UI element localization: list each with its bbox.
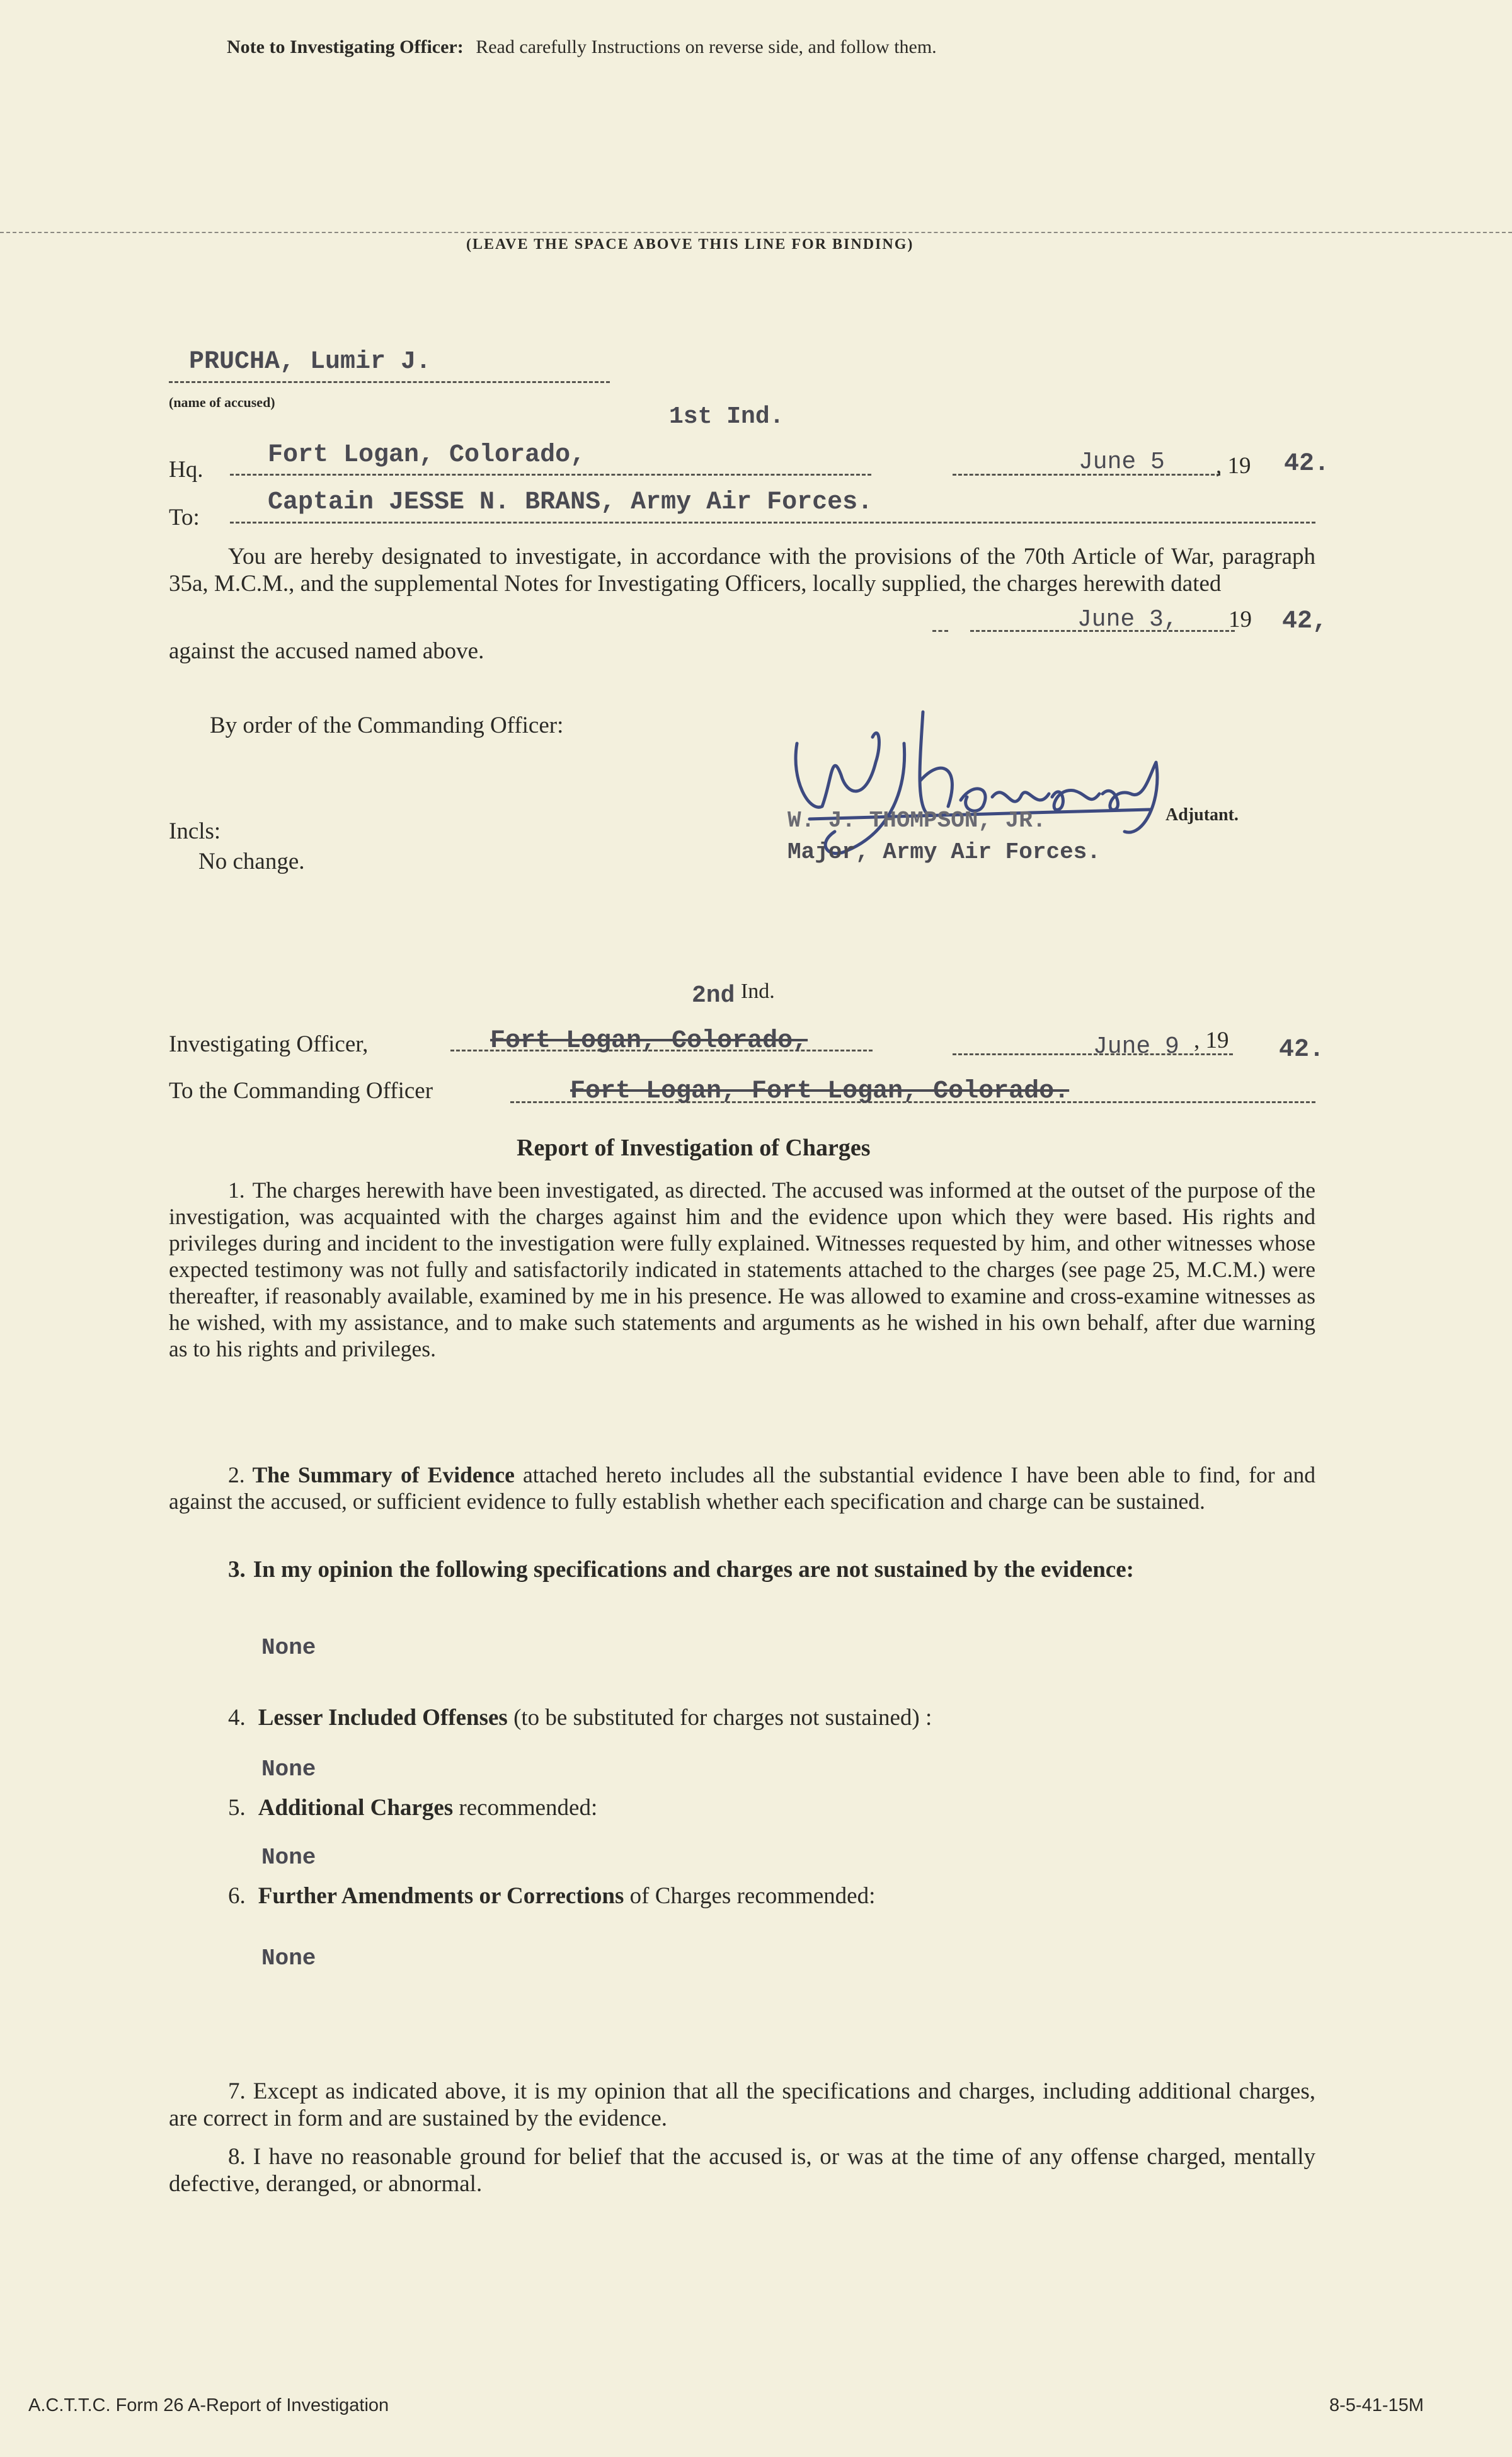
accused-caption: (name of accused) (169, 394, 275, 410)
second-ind-year: 42. (1279, 1036, 1325, 1064)
charges-date-underline (932, 630, 948, 632)
item-7-text: Except as indicated above, it is my opinion that all the specifications and charges, including additional charges, are correct in form and are sustained by the evidence. (169, 2078, 1315, 2131)
first-ind-year: 42. (1284, 450, 1330, 478)
item-8-text: I have no reasonable ground for belief that the accused is, or was at the time of any offense charged, mentally defective, deranged, or abnormal. (169, 2144, 1315, 2197)
second-ind-date: June 9 (1093, 1033, 1179, 1060)
first-ind-heading: 1st Ind. (669, 403, 784, 430)
second-ind-num: 2nd (692, 982, 735, 1009)
top-note-text: Read carefully Instructions on reverse side, and follow them. (476, 37, 937, 57)
second-ind-suffix: Ind. (740, 980, 775, 1003)
charges-date: June 3, (1077, 606, 1178, 633)
item-5-text: recommended: (459, 1795, 598, 1821)
second-ind-year-prefix: , 19 (1194, 1028, 1229, 1053)
item-4 (228, 1704, 932, 1731)
item-1-text: The charges herewith have been investigated, as directed. The accused was informed at the outset of the purpose of the investigation, was acquainted with the charges against him and the evidence upon which they were based. His rights and privileges during and incident to the investigation were fully explained. Witnesses requested by him, and other witnesses whose expected testimony was not fully and satisfactorily indicated in statements attached to the charges (see page 25, M.C.M.) were thereafter, if reasonably available, examined by me in his presence. He was allowed to examine and cross-examine witnesses as he wished, with my assistance, and to make such statements and arguments as he wished in his own behalf, after due warning as to his rights and privileges. (169, 1177, 1315, 1361)
item-2-num: 2. (228, 1462, 245, 1487)
item-4-answer: None (261, 1756, 316, 1782)
to-co-label: To the Commanding Officer (169, 1078, 433, 1104)
hq-label: Hq. (169, 457, 203, 483)
by-order: By order of the Commanding Officer: (210, 713, 564, 738)
signer-name: W. J. THOMPSON, JR. (788, 808, 1046, 833)
item-1 (169, 1177, 1315, 1362)
first-ind-body (169, 543, 1315, 597)
charges-year: 42, (1282, 607, 1328, 636)
item-6-num: 6. (228, 1883, 246, 1909)
item-5-num: 5. (228, 1795, 246, 1821)
item-2-lead: The Summary of Evidence (252, 1462, 515, 1487)
item-6-text: of Charges recommended: (629, 1883, 876, 1909)
item-7-num: 7. (228, 2078, 246, 2104)
incls-label: Incls: (169, 818, 221, 844)
accused-underline (169, 381, 610, 383)
item-6 (228, 1882, 875, 1910)
to-underline (230, 522, 1315, 524)
item-5-lead: Additional Charges (258, 1795, 454, 1821)
item-5-answer: None (261, 1845, 316, 1870)
first-ind-date: June 5 (1079, 449, 1165, 476)
item-4-text: (to be substituted for charges not sustained) : (513, 1705, 932, 1731)
io-label: Investigating Officer, (169, 1031, 369, 1057)
item-3-text: In my opinion the following specifications and charges are not sustained by the evidence: (253, 1557, 1134, 1583)
against-text: against the accused named above. (169, 638, 484, 664)
item-3-num: 3. (228, 1557, 246, 1583)
item-3-answer: None (261, 1635, 316, 1661)
item-7 (169, 2078, 1315, 2132)
item-5 (228, 1794, 597, 1821)
io-value: Fort Logan, Colorado, (490, 1027, 808, 1055)
item-2 (169, 1462, 1315, 1515)
item-6-lead: Further Amendments or Corrections (258, 1883, 624, 1909)
item-8 (169, 2143, 1315, 2197)
item-2-text: attached hereto includes all the substantial evidence I have been able to find, for and against the accused, or sufficient evidence to fully establish whether each specification and charge can be sustained. (169, 1462, 1316, 1514)
binding-note: (LEAVE THE SPACE ABOVE THIS LINE FOR BINDING) (466, 236, 914, 253)
accused-name: PRUCHA, Lumir J. (189, 348, 432, 376)
to-value: Captain JESSE N. BRANS, Army Air Forces. (268, 488, 873, 517)
footer-code: 8-5-41-15M (1329, 2395, 1424, 2415)
item-3 (169, 1556, 1315, 1583)
top-note (227, 37, 937, 58)
first-ind-year-prefix: , 19 (1216, 453, 1251, 479)
incls-value: No change. (198, 849, 305, 874)
top-note-label: Note to Investigating Officer: (227, 37, 464, 57)
hq-underline (230, 474, 871, 476)
report-title: Report of Investigation of Charges (517, 1135, 871, 1161)
item-6-answer: None (261, 1945, 316, 1971)
footer-form: A.C.T.T.C. Form 26 A-Report of Investigation (28, 2395, 389, 2415)
to-co-value: Fort Logan, Fort Logan, Colorado. (570, 1077, 1070, 1106)
item-1-num: 1. (228, 1177, 245, 1203)
item-4-lead: Lesser Included Offenses (258, 1705, 508, 1731)
binding-line (0, 232, 1512, 233)
to-label: To: (169, 505, 200, 530)
item-4-num: 4. (228, 1705, 246, 1731)
signer-rank: Major, Army Air Forces. (788, 839, 1101, 865)
second-ind-heading (692, 980, 775, 1009)
signer-title: Adjutant. (1166, 805, 1239, 825)
first-ind-body-text: You are hereby designated to investigate, in accordance with the provisions of the 70th Article of War, paragraph 35a, M.C.M., and the supplemental Notes for Investigating Officers, locally supplied, the charges herewith dated (169, 544, 1315, 597)
hq-value: Fort Logan, Colorado, (268, 441, 586, 469)
item-8-num: 8. (228, 2144, 246, 2170)
charges-year-prefix: 19 (1228, 607, 1252, 633)
